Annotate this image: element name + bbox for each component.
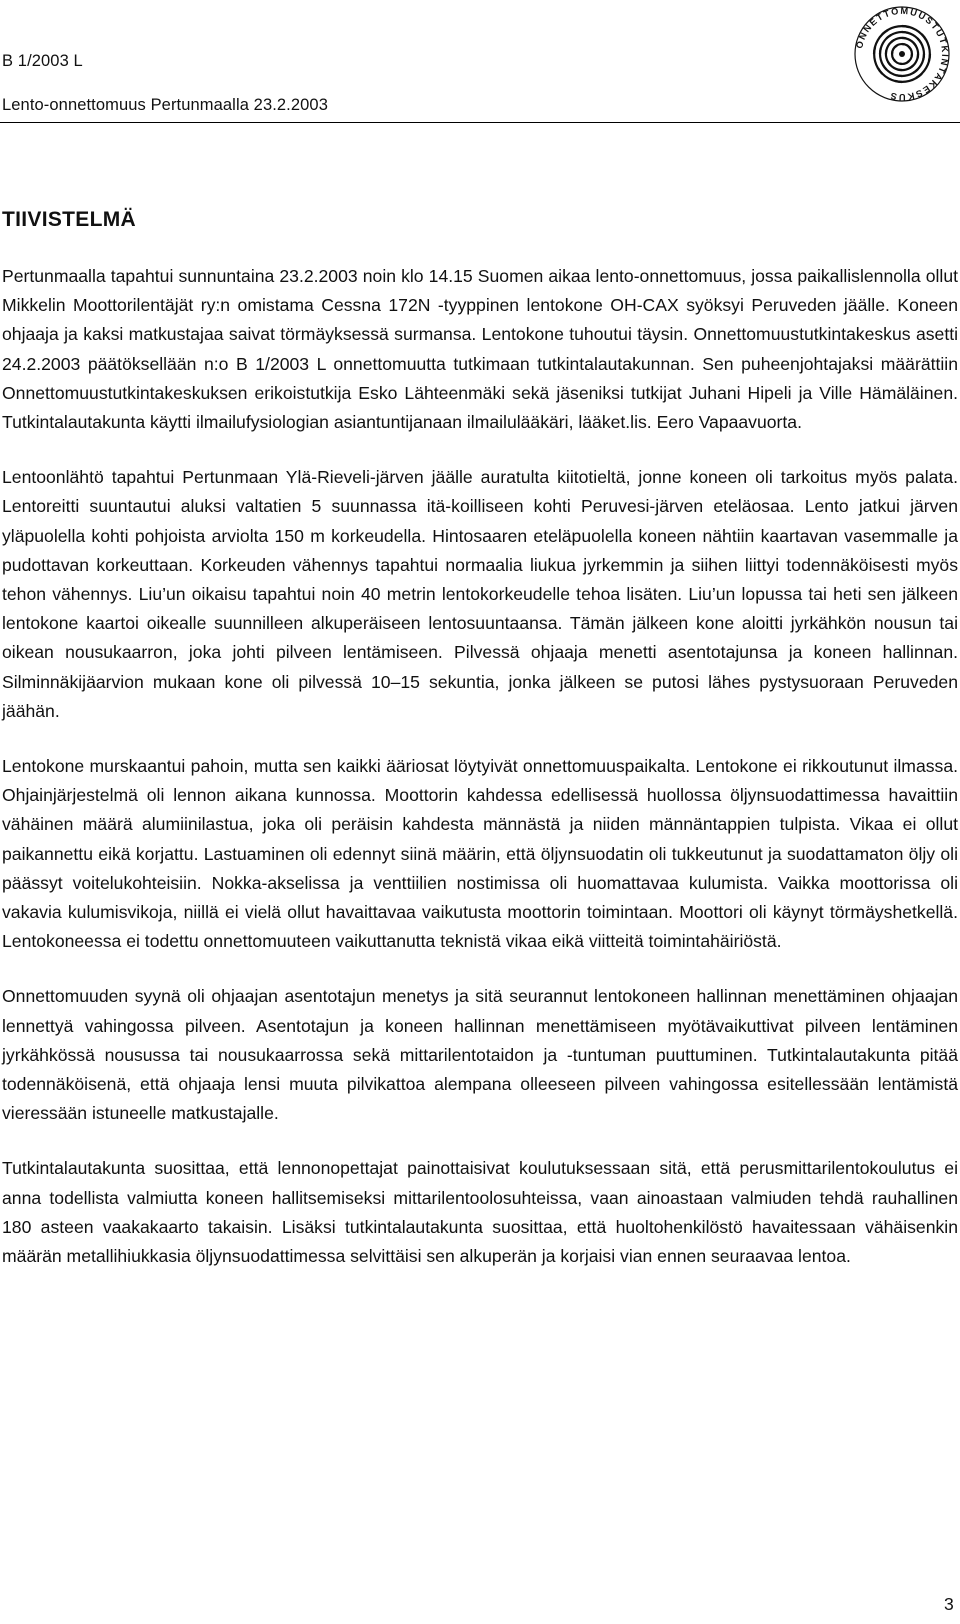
section-title: TIIVISTELMÄ: [2, 208, 136, 231]
page-number: 3: [944, 1594, 954, 1614]
summary-paragraph: Pertunmaalla tapahtui sunnuntaina 23.2.2003 noin klo 14.15 Suomen aikaa lento-onnettomuus, jossa paikallislennolla ollut Mikkelin Moottorilentäjät ry:n omistama Cessna 172N -tyyppinen lentokone OH-CAX syöksyi Peruveden jäälle. Koneen ohjaaja ja kaksi matkustajaa saivat törmäyksessä surmansa. Lentokone tuhoutui täysin. Onnettomuustutkintakeskus asetti 24.2.2003 päätöksellään n:o B 1/2003 L onnettomuutta tutkimaan tutkintalautakunnan. Sen puheenjohtajaksi määrättiin Onnettomuustutkintakeskuksen erikoistutkija Esko Lähteenmäki sekä jäseniksi tutkijat Juhani Hipeli ja Ville Hämäläinen. Tutkintalautakunta käytti ilmailufysiologian asiantuntijanaan ilmailulääkäri, lääket.lis. Eero Vapaavuorta.: [2, 266, 958, 433]
report-title: Lento-onnettomuus Pertunmaalla 23.2.2003: [2, 96, 328, 114]
report-code: B 1/2003 L: [2, 52, 83, 70]
header-divider: [0, 122, 960, 123]
summary-paragraph: Lentokone murskaantui pahoin, mutta sen kaikki ääriosat löytyivät onnettomuuspaikalta. Lentokone ei rikkoutunut ilmassa. Ohjainjärjestelmä oli lennon aikana kunnossa. Moottorin kahdessa edellisessä huollossa öljynsuodattimessa havaittiin vähäinen määrä alumiinilastua, joka oli peräisin kahdesta männästä ja niiden männäntappien tulpista. Vikaa ei ollut paikannettu eikä korjattu. Lastuaminen oli edennyt siinä määrin, että öljynsuodatin oli tukkeutunut ja suodattamaton öljy oli päässyt voitelukohteisiin. Nokka-akselissa ja venttiilien nostimissa oli huomattavaa kulumista. Vaikka moottorissa oli vakavia kulumisvikoja, niillä ei vielä ollut havaittavaa vaikutusta moottorin toimintaan. Moottori oli käynyt törmäyshetkellä. Lentokoneessa ei todettu onnettomuuteen vaikuttanutta teknistä vikaa eikä viitteitä toimintahäiriöstä.: [2, 756, 958, 952]
summary-paragraph: Tutkintalautakunta suosittaa, että lennonopettajat painottaisivat koulutuksessaan sitä, että perusmittarilentokoulutus ei anna todellista valmiutta koneen hallitsemiseksi mittarilentoolosuhteissa, vaan ainoastaan valmiuden tehdä rauhallinen 180 asteen vaakakaarto takaisin. Lisäksi tutkintalautakunta suosittaa, että huoltohenkilöstö havaitessaan vähäisenkin määrän metallihiukkasia öljynsuodattimessa selvittäisi sen alkuperän ja korjaisi vian ennen seuraavaa lentoa.: [2, 1158, 958, 1267]
page-header: [0, 0, 960, 124]
summary-body: [2, 262, 958, 1297]
summary-paragraph: Onnettomuuden syynä oli ohjaajan asentotajun menetys ja sitä seurannut lentokoneen hallinnan menettäminen ohjaajan lennettyä vahingossa pilveen. Asentotajun ja koneen hallinnan menettämiseen myötävaikuttivat pilveen lentäminen jyrkähkössä nousussa tai nousukaarrossa sekä mittarilentotaidon ja -tuntuman puuttuminen. Tutkintalautakunta pitää todennäköisenä, että ohjaaja lensi muuta pilvikattoa alempana olleeseen pilveen vahingossa esitellessään lentämistä vieressään istuneelle matkustajalle.: [2, 986, 958, 1124]
summary-paragraph: Lentoonlähtö tapahtui Pertunmaan Ylä-Rieveli-järven jäälle auratulta kiitotieltä, jonne koneen oli tarkoitus myös palata. Lentoreitti suuntautui aluksi valtatien 5 suunnassa itä-koilliseen kohti Peruvesi-järven eteläosaa. Lento jatkui järven yläpuolella kohti pohjoista arviolta 150 m korkeudella. Hintosaaren eteläpuolella koneen nähtiin kaartavan vasemmalle ja pudottavan korkeuttaan. Korkeuden vähennys tapahtui normaalia liukua jyrkemmin ja siihen liittyi todennäköisesti myös tehon vähennys. Liu’un oikaisu tapahtui noin 40 metrin lentokorkeudelle tehoa lisäten. Liu’un lopussa tai heti sen jälkeen lentokone kaartoi oikealle suunnilleen alkuperäiseen lentosuuntaansa. Tämän jälkeen kone aloitti jyrkähkön nousun tai oikean nousukaarron, joka johti pilveen lentämiseen. Pilvessä ohjaaja menetti asentotajunsa ja koneen hallinnan. Silminnäkijäarvion mukaan kone oli pilvessä 10–15 sekuntia, jonka jälkeen se putosi lähes pystysuoraan Peruveden jäähän.: [2, 467, 958, 721]
logo-ring-text: ONNETTOMUUSTUTKINTAKESKUS: [854, 5, 951, 103]
spiral-seal-icon: [852, 4, 952, 104]
